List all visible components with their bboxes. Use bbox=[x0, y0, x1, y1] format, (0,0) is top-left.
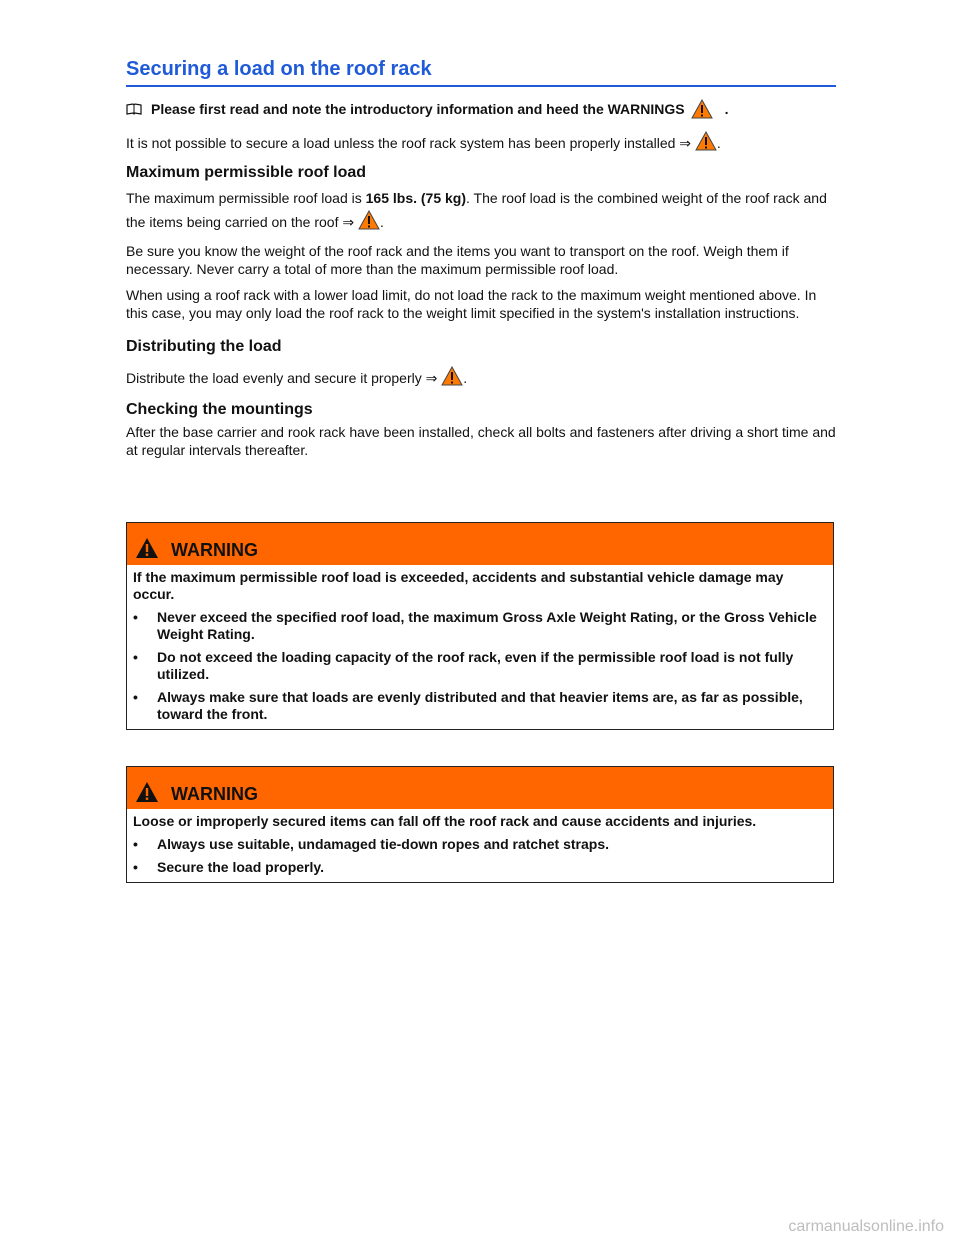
warning-body bbox=[127, 809, 833, 882]
warning-header bbox=[127, 767, 833, 809]
bullet: • bbox=[133, 609, 138, 625]
warning-lead: Loose or improperly secured items can fall off the roof rack and cause accidents and injuries. bbox=[133, 813, 757, 829]
max-load-value: 165 lbs. (75 kg) bbox=[365, 190, 467, 206]
distribute-text: Distribute the load evenly and secure it properly ⇒ bbox=[126, 370, 438, 386]
warning-label: WARNING bbox=[171, 784, 258, 804]
bullet: • bbox=[133, 859, 138, 875]
list-item-text: Do not exceed the loading capacity of the roof rack, even if the permissible roof load is not fully utilized. bbox=[157, 649, 794, 682]
list-item bbox=[133, 859, 827, 876]
list-item bbox=[133, 836, 827, 853]
distribute-paragraph bbox=[126, 366, 836, 387]
list-item-text: Secure the load properly. bbox=[157, 859, 325, 875]
intro-text: Please first read and note the introductory information and heed the WARNINGS bbox=[151, 101, 685, 117]
period: . bbox=[716, 135, 721, 151]
watermark: carmanualsonline.info bbox=[788, 1218, 944, 1235]
book-icon bbox=[126, 103, 142, 115]
warning-triangle-icon bbox=[135, 537, 159, 559]
list-item-text: Never exceed the specified roof load, the maximum Gross Axle Weight Rating, or the Gross Vehicle Weight Rating. bbox=[157, 609, 817, 642]
page-title: Securing a load on the roof rack bbox=[126, 58, 836, 87]
intro-note bbox=[126, 99, 836, 119]
warning-body bbox=[127, 565, 833, 729]
warning-triangle-icon[interactable] bbox=[441, 366, 463, 386]
warning-lead: If the maximum permissible roof load is exceeded, accidents and substantial vehicle damage may occur. bbox=[133, 569, 784, 602]
warning-header bbox=[127, 523, 833, 565]
list-item-text: Always make sure that loads are evenly distributed and that heavier items are, as far as possible, toward the front. bbox=[157, 689, 803, 722]
list-item-text: Always use suitable, undamaged tie-down ropes and ratchet straps. bbox=[157, 836, 609, 852]
heading-max-load: Maximum permissible roof load bbox=[126, 164, 367, 181]
heading-distributing: Distributing the load bbox=[126, 338, 282, 355]
warning-box-roof-load bbox=[126, 522, 834, 730]
warning-label: WARNING bbox=[171, 540, 258, 560]
check-paragraph: After the base carrier and rook rack have been installed, check all bolts and fasteners after driving a short time and at regular intervals thereafter. bbox=[126, 424, 836, 458]
heading-checking: Checking the mountings bbox=[126, 401, 313, 418]
page-content bbox=[126, 58, 836, 459]
warning-triangle-icon[interactable] bbox=[358, 210, 380, 230]
intro-period: . bbox=[724, 101, 729, 117]
max-load-text-a: The maximum permissible roof load is bbox=[126, 190, 362, 206]
bullet: • bbox=[133, 689, 138, 705]
bullet: • bbox=[133, 649, 138, 665]
bullet: • bbox=[133, 836, 138, 852]
warning-triangle-icon[interactable] bbox=[691, 99, 713, 119]
warning-box-secured-items bbox=[126, 766, 834, 883]
list-item bbox=[133, 609, 827, 643]
install-paragraph bbox=[126, 131, 836, 152]
weight-paragraph: Be sure you know the weight of the roof rack and the items you want to transport on the roof. Weigh them if necessary. Never carry a total of more than the maximum permissible roof load. bbox=[126, 243, 789, 277]
period: . bbox=[463, 370, 468, 386]
max-load-text-b: . The roof load is the combined weight of the roof rack and the items being carried on the roof ⇒ bbox=[126, 190, 827, 230]
max-load-paragraph bbox=[126, 186, 836, 234]
list-item bbox=[133, 689, 827, 723]
list-item bbox=[133, 649, 827, 683]
period: . bbox=[379, 214, 384, 230]
warning-triangle-icon[interactable] bbox=[695, 131, 717, 151]
warning-triangle-icon bbox=[135, 781, 159, 803]
lower-limit-paragraph: When using a roof rack with a lower load limit, do not load the rack to the maximum weight mentioned above. In this case, you may only load the roof rack to the weight limit specified in the system's installation instructions. bbox=[126, 287, 817, 321]
install-text: It is not possible to secure a load unless the roof rack system has been properly installed ⇒ bbox=[126, 135, 692, 151]
